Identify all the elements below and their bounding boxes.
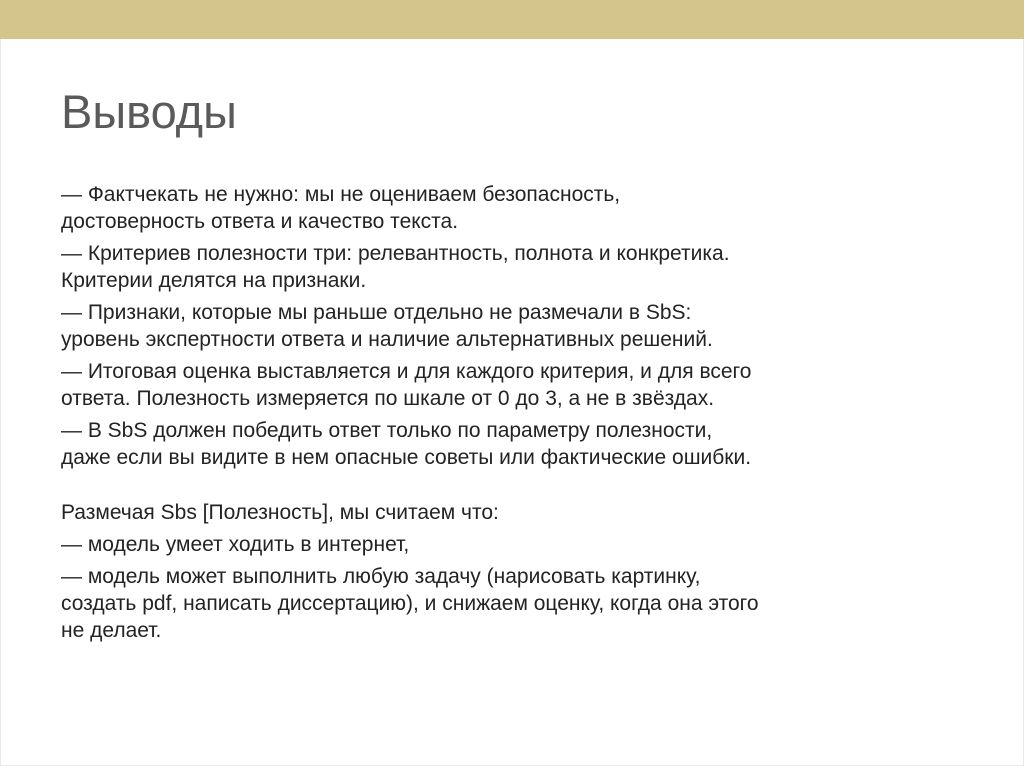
top-accent-bar <box>0 0 1024 39</box>
text-line: создать pdf, написать диссертацию), и снижаем оценку, когда она этого <box>61 592 759 615</box>
text-line: даже если вы видите в нем опасные советы или фактические ошибки. <box>61 446 752 469</box>
conclusion-fact-checking <box>61 181 976 235</box>
assumptions-intro <box>61 499 976 526</box>
text-line: — модель может выполнить любую задачу (нарисовать картинку, <box>61 565 701 588</box>
text-line: — Итоговая оценка выставляется и для каждого критерия, и для всего <box>61 360 752 383</box>
assumption-internet <box>61 531 976 558</box>
assumption-any-task <box>61 563 976 644</box>
conclusion-criteria <box>61 240 976 294</box>
text-line: Размечая Sbs [Полезность], мы считаем что: <box>61 501 499 524</box>
conclusion-final-score <box>61 358 976 412</box>
text-line: не делает. <box>61 619 162 642</box>
text-line: достоверность ответа и качество текста. <box>61 210 459 233</box>
slide-body <box>61 181 976 649</box>
text-line: ответа. Полезность измеряется по шкале от 0 до 3, а не в звёздах. <box>61 387 715 410</box>
text-line: — В SbS должен победить ответ только по параметру полезности, <box>61 419 713 442</box>
text-line: — Признаки, которые мы раньше отдельно не размечали в SbS: <box>61 301 692 324</box>
text-line: Критерии делятся на признаки. <box>61 269 367 292</box>
slide-title: Выводы <box>61 85 237 138</box>
text-line: уровень экспертности ответа и наличие альтернативных решений. <box>61 328 713 351</box>
conclusion-new-features <box>61 299 976 353</box>
conclusion-sbs-winner <box>61 417 976 471</box>
text-line: — модель умеет ходить в интернет, <box>61 533 410 556</box>
text-line: — Фактчекать не нужно: мы не оцениваем безопасность, <box>61 183 621 206</box>
text-line: — Критериев полезности три: релевантность, полнота и конкретика. <box>61 242 730 265</box>
